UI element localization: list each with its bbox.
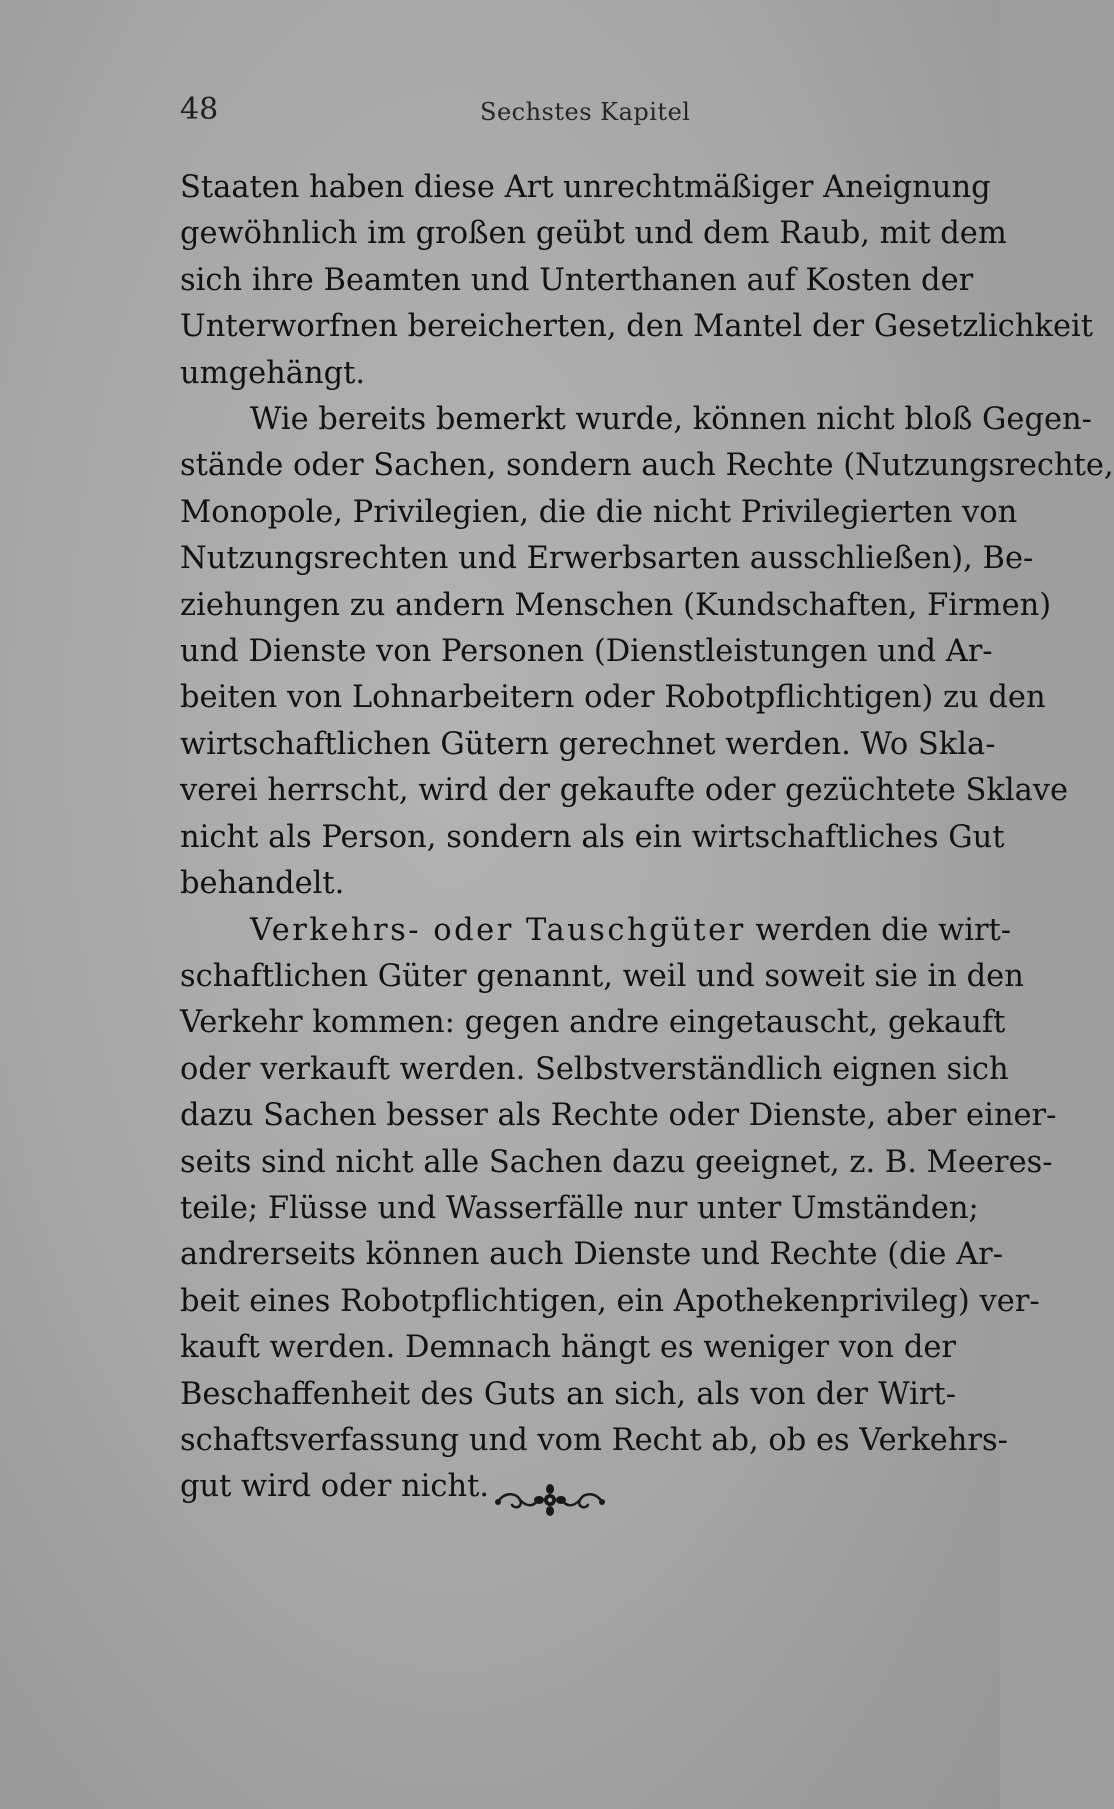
text-line: und Dienste von Personen (Dienstleistungen und Ar- (180, 634, 993, 670)
text-line: sich ihre Beamten und Unterthanen auf Kosten der (180, 262, 974, 298)
page-header (180, 92, 950, 142)
floral-ornament-icon (490, 1480, 610, 1520)
paragraph-2 (180, 397, 1114, 907)
text-line: dazu Sachen besser als Rechte oder Dienste, aber einer- (180, 1098, 1057, 1134)
text-line: Nutzungsrechten und Erwerbsarten ausschließen), Be- (180, 541, 1034, 577)
text-line: schaftsverfassung und vom Recht ab, ob es Verkehrs- (180, 1422, 1008, 1458)
text-line: umgehängt. (180, 355, 366, 391)
text-line: kauft werden. Demnach hängt es weniger von der (180, 1330, 956, 1366)
text-line-rest: werden die wirt- (745, 912, 1012, 948)
text-line: nicht als Person, sondern als ein wirtschaftliches Gut (180, 819, 1005, 855)
body-text (180, 165, 1114, 1511)
text-line: teile; Flüsse und Wasserfälle nur unter Umständen; (180, 1190, 979, 1226)
running-head: Sechstes Kapitel (480, 98, 691, 126)
text-line (180, 908, 1012, 954)
text-line: oder verkauft werden. Selbstverständlich eignen sich (180, 1051, 1009, 1087)
emphasized-term: Verkehrs- oder Tauschgüter (250, 912, 746, 948)
text-line: wirtschaftlichen Gütern gerechnet werden. Wo Skla- (180, 726, 996, 762)
text-line: gewöhnlich im großen geübt und dem Raub, mit dem (180, 216, 1007, 252)
text-line: ziehungen zu andern Menschen (Kundschaften, Firmen) (180, 587, 1052, 623)
text-line: Staaten haben diese Art unrechtmäßiger Aneignung (180, 170, 991, 205)
text-line: Wie bereits bemerkt wurde, können nicht bloß Gegen- (250, 402, 1092, 438)
text-line: behandelt. (180, 866, 345, 902)
text-line: seits sind nicht alle Sachen dazu geeignet, z. B. Meeres- (180, 1144, 1053, 1180)
text-line: Monopole, Privilegien, die die nicht Privilegierten von (180, 494, 1018, 530)
text-line: Beschaffenheit des Guts an sich, als von der Wirt- (180, 1376, 956, 1412)
page-number: 48 (180, 92, 219, 127)
text-line: beit eines Robotpflichtigen, ein Apothekenprivileg) ver- (180, 1283, 1040, 1319)
text-line: verei herrscht, wird der gekaufte oder gezüchtete Sklave (180, 773, 1069, 809)
paragraph-3 (180, 908, 1057, 1511)
text-line: stände oder Sachen, sondern auch Rechte (Nutzungsrechte, (180, 448, 1114, 484)
text-line: beiten von Lohnarbeitern oder Robotpflichtigen) zu den (180, 680, 1046, 716)
text-line: Unterworfnen bereicherten, den Mantel der Gesetzlichkeit (180, 309, 1094, 345)
text-line: schaftlichen Güter genannt, weil und soweit sie in den (180, 958, 1024, 994)
text-line: gut wird oder nicht. (180, 1469, 490, 1505)
paragraph-1 (180, 165, 1094, 397)
text-line: andrerseits können auch Dienste und Rechte (die Ar- (180, 1237, 1004, 1273)
text-line: Verkehr kommen: gegen andre eingetauscht, gekauft (180, 1005, 1006, 1041)
